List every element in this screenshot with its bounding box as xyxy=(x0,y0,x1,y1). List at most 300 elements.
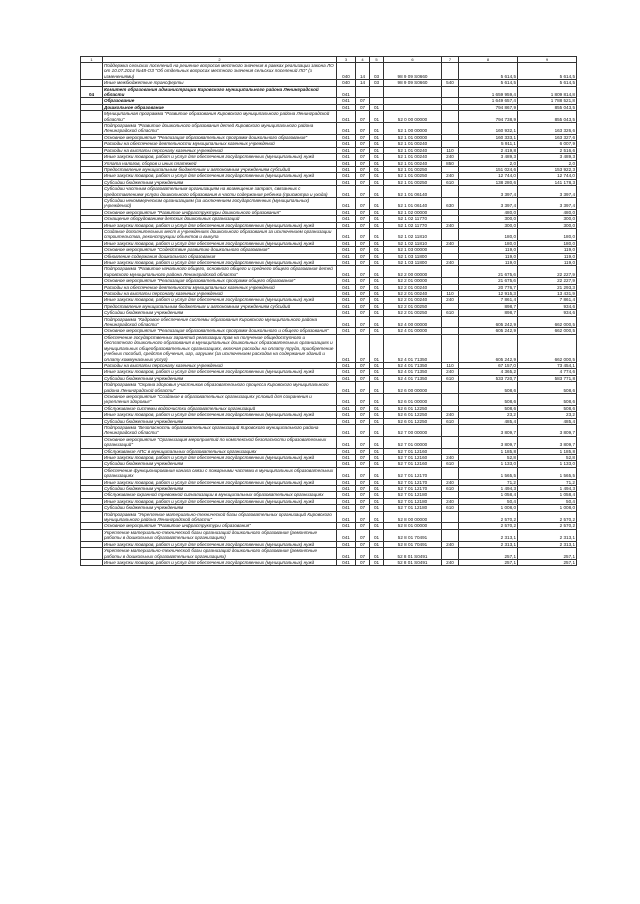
expense-type-cell: 240 xyxy=(442,479,459,485)
table-row xyxy=(81,511,577,523)
row-number-cell xyxy=(81,559,103,565)
column-number: 3 xyxy=(337,57,356,63)
amount-year2-cell: 508,6 xyxy=(518,393,577,405)
subsection-code-cell: 01 xyxy=(370,278,384,284)
expense-type-cell xyxy=(442,436,459,448)
target-article-cell: 52 1 01 00240 xyxy=(384,154,442,160)
subsection-code-cell: 01 xyxy=(370,455,384,461)
target-article-cell: 52 1 02 11810 xyxy=(384,228,442,240)
amount-year2-cell: 22 227,9 xyxy=(518,266,577,278)
section-code-cell: 07 xyxy=(356,278,370,284)
expense-type-cell xyxy=(442,63,459,80)
admin-code-cell: 041 xyxy=(337,424,356,436)
admin-code-cell: 041 xyxy=(337,369,356,375)
amount-year2-cell: 2 570,2 xyxy=(518,511,577,523)
row-name-cell: Иные закупки товаров, работ и услуг для обеспечения государственных (муниципальных) нужд xyxy=(103,369,337,375)
amount-year2-cell: 52,8 xyxy=(518,455,577,461)
amount-year2-cell: 300,0 xyxy=(518,222,577,228)
row-name-cell: Обслуживание АПС в муниципальных образовательных организациях xyxy=(103,448,337,454)
row-name-cell: Иные закупки товаров, работ и услуг для обеспечения государственных (муниципальных) нужд xyxy=(103,559,337,565)
section-code-cell: 07 xyxy=(356,310,370,316)
amount-year1-cell: 67 157,0 xyxy=(459,362,518,368)
section-code-cell: 07 xyxy=(356,266,370,278)
expense-type-cell xyxy=(442,123,459,135)
amount-year1-cell: 50,4 xyxy=(459,498,518,504)
subsection-code-cell: 03 xyxy=(370,80,384,86)
subsection-code-cell: 01 xyxy=(370,104,384,110)
amount-year1-cell: 3 397,4 xyxy=(459,197,518,209)
amount-year1-cell: 3 397,4 xyxy=(459,186,518,198)
admin-code-cell: 041 xyxy=(337,334,356,362)
expense-type-cell: 630 xyxy=(442,197,459,209)
amount-year2-cell: 180,0 xyxy=(518,240,577,246)
row-name-cell: Иные закупки товаров, работ и услуг для обеспечения государственных (муниципальных) нужд xyxy=(103,479,337,485)
amount-year2-cell: 22 227,9 xyxy=(518,278,577,284)
subsection-code-cell: 01 xyxy=(370,260,384,266)
section-code-cell: 07 xyxy=(356,498,370,504)
target-article-cell: 52 2 01 00250 xyxy=(384,310,442,316)
amount-year1-cell: 4 365,2 xyxy=(459,369,518,375)
amount-year1-cell: 2 313,1 xyxy=(459,529,518,541)
amount-year1-cell: 257,1 xyxy=(459,548,518,560)
amount-year2-cell: 73 454,1 xyxy=(518,362,577,368)
amount-year2-cell: 119,0 xyxy=(518,260,577,266)
row-name-cell: Субсидии бюджетным учреждениям xyxy=(103,418,337,424)
amount-year2-cell: 508,6 xyxy=(518,405,577,411)
amount-year1-cell: 605 242,9 xyxy=(459,316,518,328)
admin-code-cell: 041 xyxy=(337,104,356,110)
column-number: 6 xyxy=(384,57,442,63)
row-name-cell: Расходы на обеспечение деятельности муниципальных казенных учреждений xyxy=(103,141,337,147)
admin-code-cell: 041 xyxy=(337,147,356,153)
row-number-cell xyxy=(81,467,103,479)
row-name-cell: Подпрограмма "Безопасность образовательных организаций Кировского муниципального района Ленинградской области" xyxy=(103,424,337,436)
admin-code-cell: 041 xyxy=(337,436,356,448)
row-number-cell xyxy=(81,548,103,560)
amount-year1-cell: 71,2 xyxy=(459,479,518,485)
amount-year2-cell: 934,6 xyxy=(518,303,577,309)
admin-code-cell: 041 xyxy=(337,303,356,309)
section-code-cell: 07 xyxy=(356,197,370,209)
table-row xyxy=(81,111,577,123)
expense-type-cell: 240 xyxy=(442,412,459,418)
section-code-cell: 07 xyxy=(356,253,370,259)
expense-type-cell: 110 xyxy=(442,147,459,153)
target-article-cell: 52 1 01 00250 xyxy=(384,179,442,185)
amount-year1-cell: 3 489,3 xyxy=(459,154,518,160)
amount-year1-cell: 1 659 959,4 xyxy=(459,86,518,98)
row-number-cell xyxy=(81,197,103,209)
section-code-cell: 07 xyxy=(356,492,370,498)
row-name-cell: Подпрограмма "Развитие дошкольного образования детей Кировского муниципального района Ленинградской области" xyxy=(103,123,337,135)
amount-year2-cell: 855 043,5 xyxy=(518,111,577,123)
row-number-cell xyxy=(81,266,103,278)
expense-type-cell: 610 xyxy=(442,486,459,492)
amount-year2-cell: 257,1 xyxy=(518,559,577,565)
row-name-cell: Субсидии бюджетным учреждениям xyxy=(103,461,337,467)
amount-year1-cell: 3 809,7 xyxy=(459,424,518,436)
row-name-cell: Подпрограмма "Развитие начального общего, основного общего и среднего общего образования детей Кировского муниципального района Ленинградской области" xyxy=(103,266,337,278)
section-code-cell: 07 xyxy=(356,147,370,153)
row-name-cell: Обслуживание системы водоочистки образовательных организаций xyxy=(103,405,337,411)
target-article-cell: 52 1 00 00000 xyxy=(384,123,442,135)
row-name-cell: Основное мероприятие "Содействие развитию дошкольного образования" xyxy=(103,247,337,253)
target-article-cell: 52 2 01 00250 xyxy=(384,303,442,309)
subsection-code-cell: 01 xyxy=(370,467,384,479)
target-article-cell: 52 2 01 00000 xyxy=(384,278,442,284)
target-article-cell: 52 1 01 06140 xyxy=(384,186,442,198)
amount-year2-cell: 1 058,4 xyxy=(518,492,577,498)
amount-year2-cell: 2 516,6 xyxy=(518,147,577,153)
expense-type-cell: 240 xyxy=(442,455,459,461)
admin-code-cell: 041 xyxy=(337,362,356,368)
subsection-code-cell: 01 xyxy=(370,369,384,375)
amount-year2-cell: 119,0 xyxy=(518,247,577,253)
amount-year2-cell: 3 397,4 xyxy=(518,197,577,209)
amount-year2-cell: 12 744,0 xyxy=(518,173,577,179)
subsection-code-cell: 01 xyxy=(370,405,384,411)
column-number: 1 xyxy=(81,57,103,63)
expense-type-cell: 610 xyxy=(442,179,459,185)
row-name-cell: Образование xyxy=(103,98,337,104)
target-article-cell: 52 7 00 00000 xyxy=(384,424,442,436)
section-code-cell: 07 xyxy=(356,369,370,375)
target-article-cell: 52 7 01 12180 xyxy=(384,505,442,511)
amount-year2-cell: 50,4 xyxy=(518,498,577,504)
section-code-cell: 07 xyxy=(356,405,370,411)
row-number-cell xyxy=(81,63,103,80)
row-name-cell: Обновление содержания дошкольного образования xyxy=(103,253,337,259)
target-article-cell: 52 1 02 11770 xyxy=(384,216,442,222)
subsection-code-cell: 01 xyxy=(370,492,384,498)
subsection-code-cell: 01 xyxy=(370,228,384,240)
table-row xyxy=(81,316,577,328)
subsection-code-cell: 01 xyxy=(370,362,384,368)
table-row xyxy=(81,467,577,479)
amount-year1-cell: 898,7 xyxy=(459,310,518,316)
subsection-code-cell: 01 xyxy=(370,436,384,448)
amount-year2-cell: 5 614,5 xyxy=(518,63,577,80)
target-article-cell: 52 2 00 00000 xyxy=(384,266,442,278)
subsection-code-cell: 01 xyxy=(370,505,384,511)
section-code-cell: 07 xyxy=(356,316,370,328)
target-article-cell: 52 4 01 71350 xyxy=(384,375,442,381)
amount-year1-cell: 1 058,4 xyxy=(459,492,518,498)
row-name-cell: Основное мероприятие "Реализация образовательных программ дошкольного и общего образования" xyxy=(103,328,337,334)
row-number-cell xyxy=(81,436,103,448)
row-name-cell: Субсидии бюджетным учреждениям xyxy=(103,375,337,381)
expense-type-cell: 610 xyxy=(442,418,459,424)
expense-type-cell xyxy=(442,266,459,278)
subsection-code-cell: 01 xyxy=(370,479,384,485)
admin-code-cell: 040 xyxy=(337,80,356,86)
section-code-cell: 14 xyxy=(356,80,370,86)
target-article-cell: 52 1 03 00000 xyxy=(384,247,442,253)
target-article-cell: 52 7 01 12160 xyxy=(384,448,442,454)
expense-type-cell: 240 xyxy=(442,559,459,565)
row-name-cell: Иные закупки товаров, работ и услуг для обеспечения государственных (муниципальных) нужд xyxy=(103,154,337,160)
amount-year2-cell: 2,0 xyxy=(518,160,577,166)
subsection-code-cell: 01 xyxy=(370,310,384,316)
amount-year1-cell: 12 915,3 xyxy=(459,291,518,297)
amount-year1-cell: 20 776,7 xyxy=(459,284,518,290)
amount-year1-cell: 151 024,6 xyxy=(459,166,518,172)
section-code-cell: 07 xyxy=(356,291,370,297)
row-name-cell: Подпрограмма "Охрана здоровья участников образовательного процесса Кировского муниципального района Ленинградской области" xyxy=(103,382,337,394)
table-row xyxy=(81,328,577,334)
section-code-cell: 07 xyxy=(356,467,370,479)
row-name-cell: Комитет образования администрации Кировского муниципального района Ленинградской области xyxy=(103,86,337,98)
amount-year1-cell: 180,0 xyxy=(459,228,518,240)
subsection-code-cell: 01 xyxy=(370,111,384,123)
admin-code-cell: 041 xyxy=(337,455,356,461)
expense-type-cell: 610 xyxy=(442,461,459,467)
target-article-cell xyxy=(384,86,442,98)
expense-type-cell: 240 xyxy=(442,240,459,246)
budget-table-page xyxy=(80,56,576,566)
row-name-cell: Субсидии бюджетным учреждениям xyxy=(103,310,337,316)
expense-type-cell xyxy=(442,548,459,560)
target-article-cell: 98 9 09 S0660 xyxy=(384,63,442,80)
amount-year2-cell: 163 326,6 xyxy=(518,123,577,135)
target-article-cell: 52 7 01 12180 xyxy=(384,492,442,498)
expense-type-cell xyxy=(442,86,459,98)
section-code-cell: 07 xyxy=(356,436,370,448)
subsection-code-cell: 01 xyxy=(370,179,384,185)
admin-code-cell: 041 xyxy=(337,240,356,246)
subsection-code-cell: 01 xyxy=(370,186,384,198)
section-code-cell: 07 xyxy=(356,228,370,240)
amount-year2-cell: 141 178,3 xyxy=(518,179,577,185)
section-code-cell: 07 xyxy=(356,479,370,485)
target-article-cell: 52 1 02 00000 xyxy=(384,209,442,215)
amount-year2-cell: 3 809,7 xyxy=(518,424,577,436)
target-article-cell: 52 7 01 12170 xyxy=(384,479,442,485)
amount-year2-cell: 662 000,5 xyxy=(518,328,577,334)
target-article-cell: 52 6 01 12250 xyxy=(384,412,442,418)
amount-year2-cell: 180,0 xyxy=(518,228,577,240)
column-number: 2 xyxy=(103,57,337,63)
amount-year1-cell: 3 809,7 xyxy=(459,436,518,448)
amount-year1-cell: 257,1 xyxy=(459,559,518,565)
admin-code-cell: 041 xyxy=(337,523,356,529)
amount-year2-cell: 3 489,3 xyxy=(518,154,577,160)
row-name-cell: Иные закупки товаров, работ и услуг для обеспечения государственных (муниципальных) нужд xyxy=(103,240,337,246)
subsection-code-cell: 01 xyxy=(370,253,384,259)
target-article-cell: 52 8 01 70491 xyxy=(384,529,442,541)
section-code-cell: 07 xyxy=(356,222,370,228)
expense-type-cell xyxy=(442,228,459,240)
row-number-cell xyxy=(81,111,103,123)
row-name-cell: Подпрограмма "Кадровое обеспечение системы образования Кировского муниципального района Ленинградской области" xyxy=(103,316,337,328)
expense-type-cell: 240 xyxy=(442,369,459,375)
admin-code-cell: 041 xyxy=(337,141,356,147)
target-article-cell: 52 7 01 12160 xyxy=(384,455,442,461)
amount-year1-cell: 2 313,1 xyxy=(459,541,518,547)
section-code-cell: 07 xyxy=(356,541,370,547)
row-name-cell: Основное мероприятие "Развитие инфраструктуры образования" xyxy=(103,523,337,529)
admin-code-cell: 041 xyxy=(337,511,356,523)
expense-type-cell: 610 xyxy=(442,505,459,511)
subsection-code-cell: 01 xyxy=(370,141,384,147)
table-row xyxy=(81,186,577,198)
amount-year1-cell: 160 333,1 xyxy=(459,134,518,140)
expense-type-cell xyxy=(442,529,459,541)
admin-code-cell: 041 xyxy=(337,382,356,394)
admin-code-cell: 041 xyxy=(337,123,356,135)
section-code-cell: 07 xyxy=(356,209,370,215)
expense-type-cell: 850 xyxy=(442,160,459,166)
admin-code-cell: 041 xyxy=(337,479,356,485)
amount-year2-cell: 300,0 xyxy=(518,216,577,222)
section-code-cell: 07 xyxy=(356,412,370,418)
amount-year2-cell: 6 007,9 xyxy=(518,141,577,147)
target-article-cell: 52 8 00 00000 xyxy=(384,511,442,523)
expense-type-cell xyxy=(442,511,459,523)
section-code-cell: 07 xyxy=(356,418,370,424)
amount-year1-cell: 1 133,0 xyxy=(459,461,518,467)
row-name-cell: Основное мероприятие "Развитие инфраструктуры дошкольного образования" xyxy=(103,209,337,215)
amount-year1-cell: 794 738,9 xyxy=(459,111,518,123)
subsection-code-cell: 01 xyxy=(370,197,384,209)
section-code-cell: 07 xyxy=(356,240,370,246)
amount-year1-cell: 2 570,2 xyxy=(459,523,518,529)
amount-year2-cell: 662 000,5 xyxy=(518,316,577,328)
row-number-cell xyxy=(81,393,103,405)
section-code-cell: 07 xyxy=(356,486,370,492)
section-code-cell: 07 xyxy=(356,154,370,160)
amount-year2-cell: 934,6 xyxy=(518,310,577,316)
amount-year2-cell: 480,0 xyxy=(518,209,577,215)
expense-type-cell: 240 xyxy=(442,260,459,266)
subsection-code-cell: 01 xyxy=(370,284,384,290)
row-name-cell: Субсидии частным образовательным организациям на возмещение затрат, связанных с предоставлением услуги дошкольного образования в части содержания ребенка (присмотра и ухода) xyxy=(103,186,337,198)
row-name-cell: Обеспечение государственных гарантий реализации прав на получение общедоступного и бесплатного дошкольного образования в муниципальных дошкольных образовательных организациях и муниципальных общеобразовательных организациях, включая расходы на оплату труда, приобретение учебных пособий, средств обучения, игр, игрушек (за исключением расходов на содержание зданий и оплату коммунальных услуг) xyxy=(103,334,337,362)
subsection-code-cell: 01 xyxy=(370,559,384,565)
row-number-cell xyxy=(81,529,103,541)
section-code-cell: 07 xyxy=(356,393,370,405)
amount-year1-cell: 533 720,7 xyxy=(459,375,518,381)
amount-year1-cell: 485,4 xyxy=(459,418,518,424)
expense-type-cell xyxy=(442,334,459,362)
row-name-cell: Муниципальная программа "Развитие образования Кировского муниципального района Ленинградской области" xyxy=(103,111,337,123)
subsection-code-cell: 01 xyxy=(370,291,384,297)
amount-year1-cell: 1 185,8 xyxy=(459,448,518,454)
subsection-code-cell: 01 xyxy=(370,222,384,228)
subsection-code-cell: 01 xyxy=(370,548,384,560)
target-article-cell: 52 6 01 12250 xyxy=(384,418,442,424)
subsection-code-cell: 01 xyxy=(370,160,384,166)
admin-code-cell: 041 xyxy=(337,216,356,222)
table-row xyxy=(81,123,577,135)
amount-year2-cell: 1 133,0 xyxy=(518,461,577,467)
amount-year1-cell: 2 419,8 xyxy=(459,147,518,153)
amount-year2-cell: 5 614,5 xyxy=(518,80,577,86)
expense-type-cell: 240 xyxy=(442,297,459,303)
expense-type-cell xyxy=(442,424,459,436)
admin-code-cell: 041 xyxy=(337,375,356,381)
row-name-cell: Обслуживание охранной тревожной сигнализации в муниципальных образовательных организациях xyxy=(103,492,337,498)
admin-code-cell: 041 xyxy=(337,166,356,172)
section-code-cell: 07 xyxy=(356,134,370,140)
admin-code-cell: 041 xyxy=(337,98,356,104)
admin-code-cell: 041 xyxy=(337,284,356,290)
expense-type-cell: 110 xyxy=(442,362,459,368)
table-row xyxy=(81,197,577,209)
row-name-cell: Уплата налогов, сборов и иных платежей xyxy=(103,160,337,166)
amount-year1-cell: 2,0 xyxy=(459,160,518,166)
row-name-cell: Субсидии некоммерческим организациям (за исключением государственных (муниципальных) учреждений) xyxy=(103,197,337,209)
admin-code-cell: 041 xyxy=(337,418,356,424)
column-number: 9 xyxy=(518,57,577,63)
subsection-code-cell: 01 xyxy=(370,529,384,541)
row-name-cell: Субсидии бюджетным учреждениям xyxy=(103,505,337,511)
target-article-cell: 52 8 01 00000 xyxy=(384,523,442,529)
admin-code-cell: 041 xyxy=(337,559,356,565)
section-code-cell: 07 xyxy=(356,186,370,198)
amount-year2-cell: 4 774,6 xyxy=(518,369,577,375)
amount-year2-cell: 3 397,4 xyxy=(518,186,577,198)
amount-year1-cell: 300,0 xyxy=(459,222,518,228)
amount-year2-cell: 1 809 814,8 xyxy=(518,86,577,98)
target-article-cell: 52 4 01 71350 xyxy=(384,369,442,375)
admin-code-cell: 041 xyxy=(337,498,356,504)
amount-year2-cell: 3 809,7 xyxy=(518,436,577,448)
subsection-code-cell: 01 xyxy=(370,154,384,160)
admin-code-cell: 040 xyxy=(337,63,356,80)
amount-year1-cell: 21 675,6 xyxy=(459,266,518,278)
section-code-cell: 07 xyxy=(356,303,370,309)
column-number: 5 xyxy=(370,57,384,63)
expense-type-cell: 240 xyxy=(442,541,459,547)
amount-year2-cell: 163 327,6 xyxy=(518,134,577,140)
row-name-cell: Поддержка сельских поселений на решение вопросов местного значения в рамках реализации закона ЛО от 10.07.2014 №48-ОЗ "Об отдельных вопросах местного значения сельских поселений ЛО" (з изменениями) xyxy=(103,63,337,80)
section-code-cell: 07 xyxy=(356,505,370,511)
row-name-cell: Подпрограмма "Укрепление материально-технической базы образовательных организаций Кировского муниципального района Ленинградской области" xyxy=(103,511,337,523)
section-code-cell: 07 xyxy=(356,455,370,461)
subsection-code-cell: 01 xyxy=(370,266,384,278)
amount-year1-cell: 300,0 xyxy=(459,216,518,222)
target-article-cell: 98 9 09 S0660 xyxy=(384,80,442,86)
target-article-cell: 52 8 01 70491 xyxy=(384,541,442,547)
target-article-cell: 52 0 00 00000 xyxy=(384,111,442,123)
amount-year2-cell: 2 570,2 xyxy=(518,523,577,529)
row-name-cell: Иные закупки товаров, работ и услуг для обеспечения государственных (муниципальных) нужд xyxy=(103,412,337,418)
amount-year1-cell: 119,0 xyxy=(459,247,518,253)
subsection-code-cell: 01 xyxy=(370,316,384,328)
subsection-code-cell: 01 xyxy=(370,123,384,135)
amount-year1-cell: 21 675,6 xyxy=(459,278,518,284)
section-code-cell: 07 xyxy=(356,328,370,334)
section-code-cell: 07 xyxy=(356,448,370,454)
expense-type-cell xyxy=(442,111,459,123)
section-code-cell: 07 xyxy=(356,334,370,362)
target-article-cell: 52 7 01 12180 xyxy=(384,498,442,504)
section-code-cell: 07 xyxy=(356,166,370,172)
admin-code-cell: 041 xyxy=(337,393,356,405)
amount-year2-cell: 257,1 xyxy=(518,548,577,560)
column-number: 8 xyxy=(459,57,518,63)
amount-year1-cell: 180,0 xyxy=(459,240,518,246)
target-article-cell: 52 7 01 00000 xyxy=(384,436,442,448)
amount-year1-cell: 1 494,3 xyxy=(459,486,518,492)
table-row xyxy=(81,86,577,98)
expense-type-cell: 240 xyxy=(442,154,459,160)
target-article-cell: 52 7 01 12160 xyxy=(384,461,442,467)
target-article-cell: 52 7 01 12170 xyxy=(384,486,442,492)
amount-year1-cell: 138 280,6 xyxy=(459,179,518,185)
section-code-cell: 07 xyxy=(356,104,370,110)
